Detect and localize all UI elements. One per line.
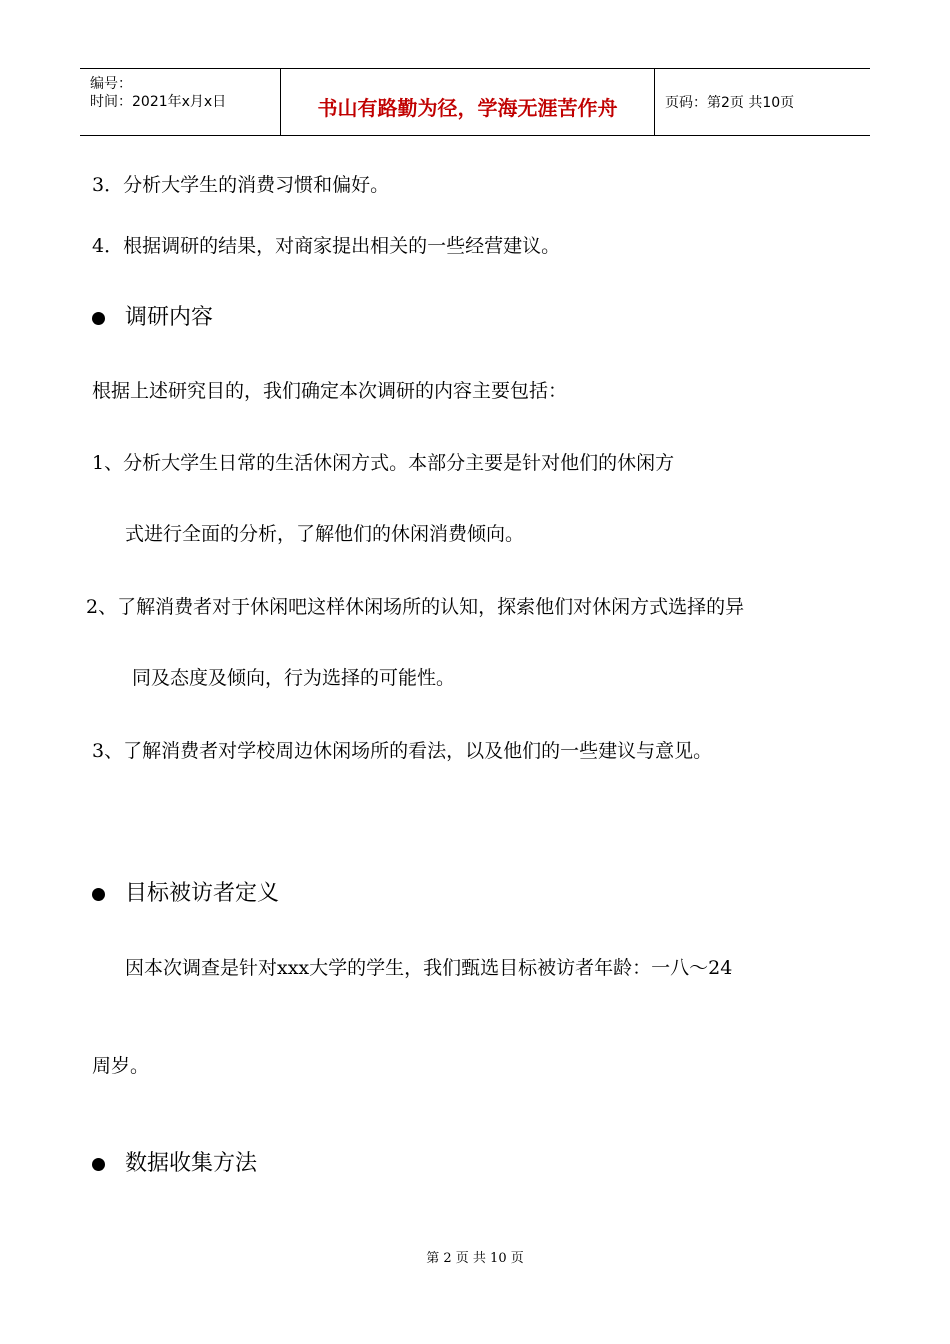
bullet-icon <box>92 1158 105 1171</box>
content-item-2-line-1: 2、了解消费者对于休闲吧这样休闲场所的认知，探索他们对休闲方式选择的异 <box>86 596 745 618</box>
header-motto: 书山有路勤为径，学海无涯苦作舟 <box>317 96 618 120</box>
page-footer: 第 2 页 共 10 页 <box>426 1251 524 1266</box>
bullet-icon <box>92 312 105 325</box>
number-label: 编号： <box>90 76 132 92</box>
heading-text: 数据收集方法 <box>125 1151 258 1176</box>
page-label: 页码：第2页 共10页 <box>665 95 795 111</box>
heading-text: 目标被访者定义 <box>125 881 280 906</box>
header-middle-cell <box>281 69 655 135</box>
target-line-2: 周岁。 <box>92 1055 150 1077</box>
content-item-2-line-2: 同及态度及倾向，行为选择的可能性。 <box>132 667 456 689</box>
header-left-cell <box>80 69 281 135</box>
page-header <box>80 68 870 136</box>
objective-4: 4．根据调研的结果，对商家提出相关的一些经营建议。 <box>92 235 561 257</box>
content-item-3: 3、了解消费者对学校周边休闲场所的看法，以及他们的一些建议与意见。 <box>92 740 713 762</box>
content-intro: 根据上述研究目的，我们确定本次调研的内容主要包括： <box>92 380 568 402</box>
header-right-cell <box>655 69 870 135</box>
objective-3: 3．分析大学生的消费习惯和偏好。 <box>92 174 390 196</box>
heading-text: 调研内容 <box>125 305 214 330</box>
time-label: 时间：2021年x月x日 <box>90 94 227 110</box>
target-line-1: 因本次调查是针对xxx大学的学生，我们甄选目标被访者年龄：一八～24 <box>125 957 733 979</box>
content-item-1-line-2: 式进行全面的分析，了解他们的休闲消费倾向。 <box>125 523 525 545</box>
content-item-1-line-1: 1、分析大学生日常的生活休闲方式。本部分主要是针对他们的休闲方 <box>92 452 675 474</box>
bullet-icon <box>92 888 105 901</box>
